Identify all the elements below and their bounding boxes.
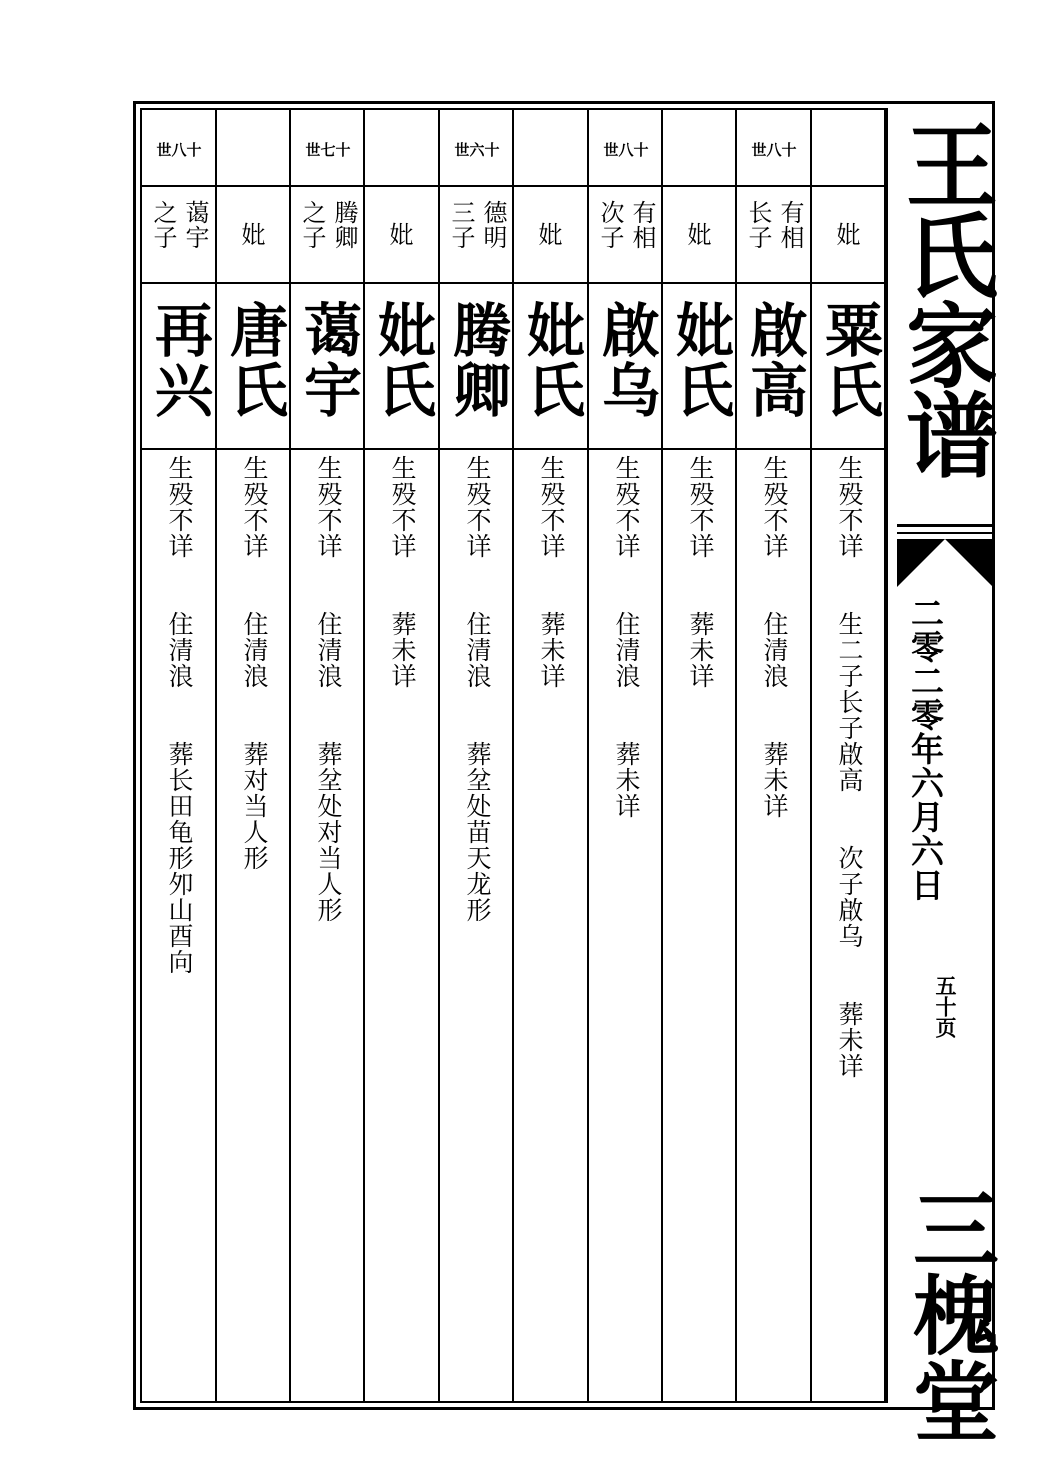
details-text: 生殁不详 住清浪 葬长田龟形夘山酉向: [165, 455, 194, 975]
person-details: [663, 455, 737, 689]
relation-note: [589, 200, 663, 270]
details-text: 生殁不详 住清浪 葬坌处对当人形: [314, 455, 343, 923]
relation-note: [440, 200, 514, 270]
relation-line: 有相: [628, 200, 656, 250]
title-ornament: [897, 539, 993, 587]
details-text: 生殁不详 生二子长子啟高 次子啟乌 葬未详: [835, 455, 864, 1079]
generation-label: 世七十: [305, 141, 351, 159]
person-details: [217, 455, 291, 871]
relation-line: 妣: [241, 221, 267, 249]
generation-label: 世六十: [454, 141, 500, 159]
relation-line: 之子: [298, 200, 326, 250]
relation-note: [291, 200, 365, 270]
relation-line: 妣: [687, 221, 713, 249]
relation-line: 德明: [479, 200, 507, 250]
relation-line: 有相: [776, 200, 804, 250]
relation-line: 次子: [596, 200, 624, 250]
details-text: 生殁不详 葬未详: [686, 455, 715, 689]
generation-label: 世八十: [603, 141, 649, 159]
person-name: 蔼宇: [294, 300, 362, 420]
relation-line: 之子: [149, 200, 177, 250]
person-details: [142, 455, 216, 975]
relation-line: 妣: [538, 221, 564, 249]
page-number: 五十页: [933, 975, 958, 1038]
person-name: 粟氏: [815, 300, 883, 420]
details-text: 生殁不详 住清浪 葬未详: [760, 455, 789, 819]
title-rule: [897, 532, 993, 534]
person-name: 腾卿: [443, 300, 511, 420]
person-name: 唐氏: [220, 300, 288, 420]
person-name: 妣氏: [666, 300, 734, 420]
relation-note: [365, 200, 439, 270]
person-details: [365, 455, 439, 689]
table-right-rule: [886, 108, 888, 1403]
compile-date: 二零二零年六月六日: [906, 596, 945, 902]
person-details: [737, 455, 811, 819]
person-details: [291, 455, 365, 923]
details-text: 生殁不详 葬未详: [388, 455, 417, 689]
details-text: 生殁不详 住清浪 葬未详: [612, 455, 641, 819]
person-name: 妣氏: [517, 300, 585, 420]
relation-note: [142, 200, 216, 270]
details-text: 生殁不详 住清浪 葬坌处苗天龙形: [463, 455, 492, 923]
relation-note: [514, 200, 588, 270]
generation-label: 世八十: [156, 141, 202, 159]
relation-note: [663, 200, 737, 270]
details-text: 生殁不详 住清浪 葬对当人形: [240, 455, 269, 871]
relation-line: 腾卿: [330, 200, 358, 250]
person-details: [514, 455, 588, 689]
person-details: [812, 455, 886, 1079]
relation-note: [737, 200, 811, 270]
generation-label: 世八十: [751, 141, 797, 159]
person-details: [440, 455, 514, 923]
relation-note: [217, 200, 291, 270]
relation-line: 长子: [744, 200, 772, 250]
person-name: 再兴: [145, 300, 213, 420]
details-text: 生殁不详 葬未详: [537, 455, 566, 689]
person-name: 啟乌: [592, 300, 660, 420]
person-name: 啟高: [740, 300, 808, 420]
relation-line: 蔼宇: [181, 200, 209, 250]
relation-line: 妣: [836, 221, 862, 249]
title-rule: [897, 524, 993, 527]
relation-line: 妣: [389, 221, 415, 249]
hall-name: 三槐堂: [898, 1185, 999, 1443]
person-name: 妣氏: [368, 300, 436, 420]
relation-note: [812, 200, 886, 270]
person-details: [589, 455, 663, 819]
genealogy-title: 王氏家谱: [891, 118, 999, 478]
relation-line: 三子: [447, 200, 475, 250]
